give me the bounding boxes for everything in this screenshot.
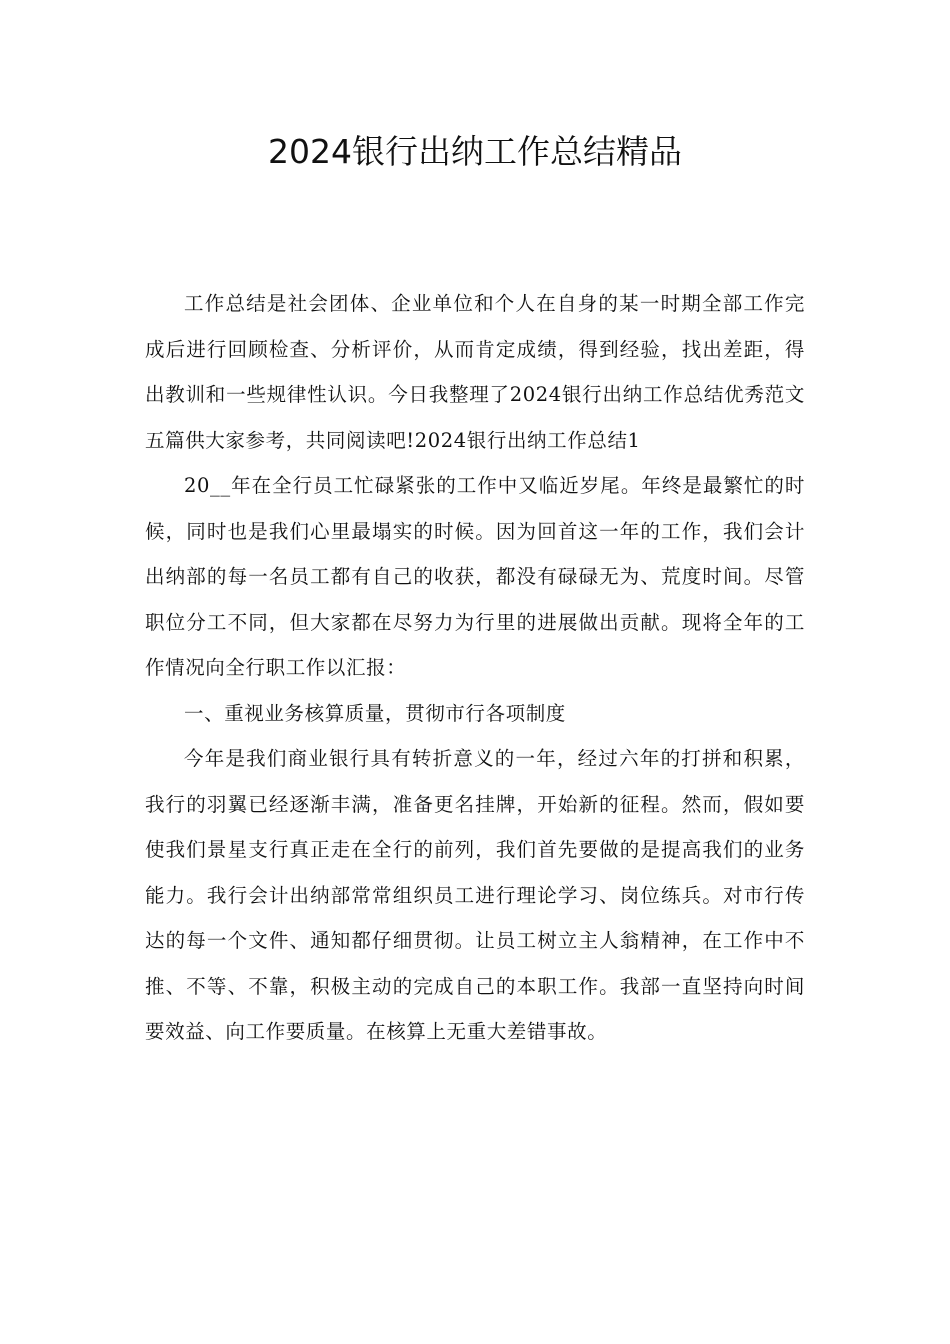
- paragraph-year-review: 20__年在全行员工忙碌紧张的工作中又临近岁尾。年终是最繁忙的时候，同时也是我们心里最塌实的时候。因为回首这一年的工作，我们会计出纳部的每一名员工都有自己的收获，都没有碌碌无为、荒度时间。尽管职位分工不同，但大家都在尽努力为行里的进展做出贡献。现将全年的工作情况向全行职工作以汇报：: [145, 474, 805, 679]
- section-heading-1: 一、重视业务核算质量，贯彻市行各项制度: [184, 701, 566, 725]
- document-title: 2024银行出纳工作总结精品: [268, 132, 682, 171]
- paragraph-business-quality: 今年是我们商业银行具有转折意义的一年，经过六年的打拼和积累，我行的羽翼已经逐渐丰满，准备更名挂牌，开始新的征程。然而，假如要使我们景星支行真正走在全行的前列，我们首先要做的是提高我们的业务能力。我行会计出纳部常常组织员工进行理论学习、岗位练兵。对市行传达的每一个文件、通知都仔细贯彻。让员工树立主人翁精神，在工作中不推、不等、不靠，积极主动的完成自己的本职工作。我部一直坚持向时间要效益、向工作要质量。在核算上无重大差错事故。: [145, 747, 805, 1043]
- document-body: [145, 281, 805, 1055]
- paragraph-intro: 工作总结是社会团体、企业单位和个人在自身的某一时期全部工作完成后进行回顾检查、分析评价，从而肯定成绩，得到经验，找出差距，得出教训和一些规律性认识。今日我整理了2024银行出纳工作总结优秀范文五篇供大家参考，共同阅读吧!2024银行出纳工作总结1: [145, 292, 805, 452]
